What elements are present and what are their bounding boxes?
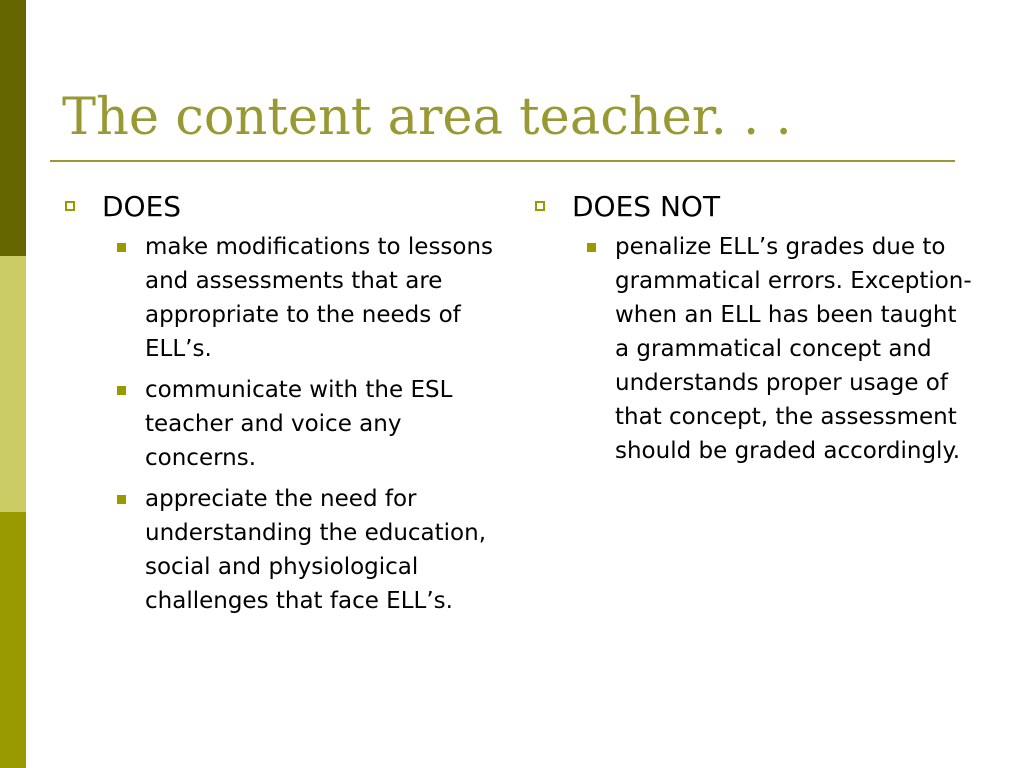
filled-square-bullet-icon (587, 243, 596, 252)
side-bar-dark-segment (0, 0, 26, 256)
does-not-heading-row (532, 190, 972, 224)
list-item-text: make modifications to lessons and assessments that are appropriate to the needs of ELL’s. (145, 234, 494, 362)
list-item-text: communicate with the ESL teacher and voice any concerns. (145, 377, 453, 471)
filled-square-bullet-icon (117, 243, 126, 252)
hollow-square-bullet-icon (535, 201, 545, 211)
list-item (145, 482, 502, 618)
does-not-column (532, 190, 972, 475)
list-item (615, 230, 972, 468)
does-not-heading: DOES NOT (572, 190, 721, 223)
slide-title: The content area teacher. . . (62, 88, 792, 147)
list-item-text: appreciate the need for understanding the education, social and physiological challenges that face ELL’s. (145, 486, 487, 614)
side-bar-mid-segment (0, 512, 26, 768)
hollow-square-bullet-icon (65, 201, 75, 211)
title-divider (50, 160, 955, 162)
filled-square-bullet-icon (117, 386, 126, 395)
does-not-list (532, 230, 972, 468)
does-heading-row (62, 190, 502, 224)
does-column (62, 190, 502, 625)
does-heading: DOES (102, 190, 182, 223)
side-bar-light-segment (0, 256, 26, 512)
list-item-text: penalize ELL’s grades due to grammatical errors. Exception-when an ELL has been taught a grammatical concept and understands proper usage of that concept, the assessment should be graded accordingly. (615, 234, 972, 464)
does-list (62, 230, 502, 618)
filled-square-bullet-icon (117, 495, 126, 504)
list-item (145, 230, 502, 366)
list-item (145, 373, 502, 475)
